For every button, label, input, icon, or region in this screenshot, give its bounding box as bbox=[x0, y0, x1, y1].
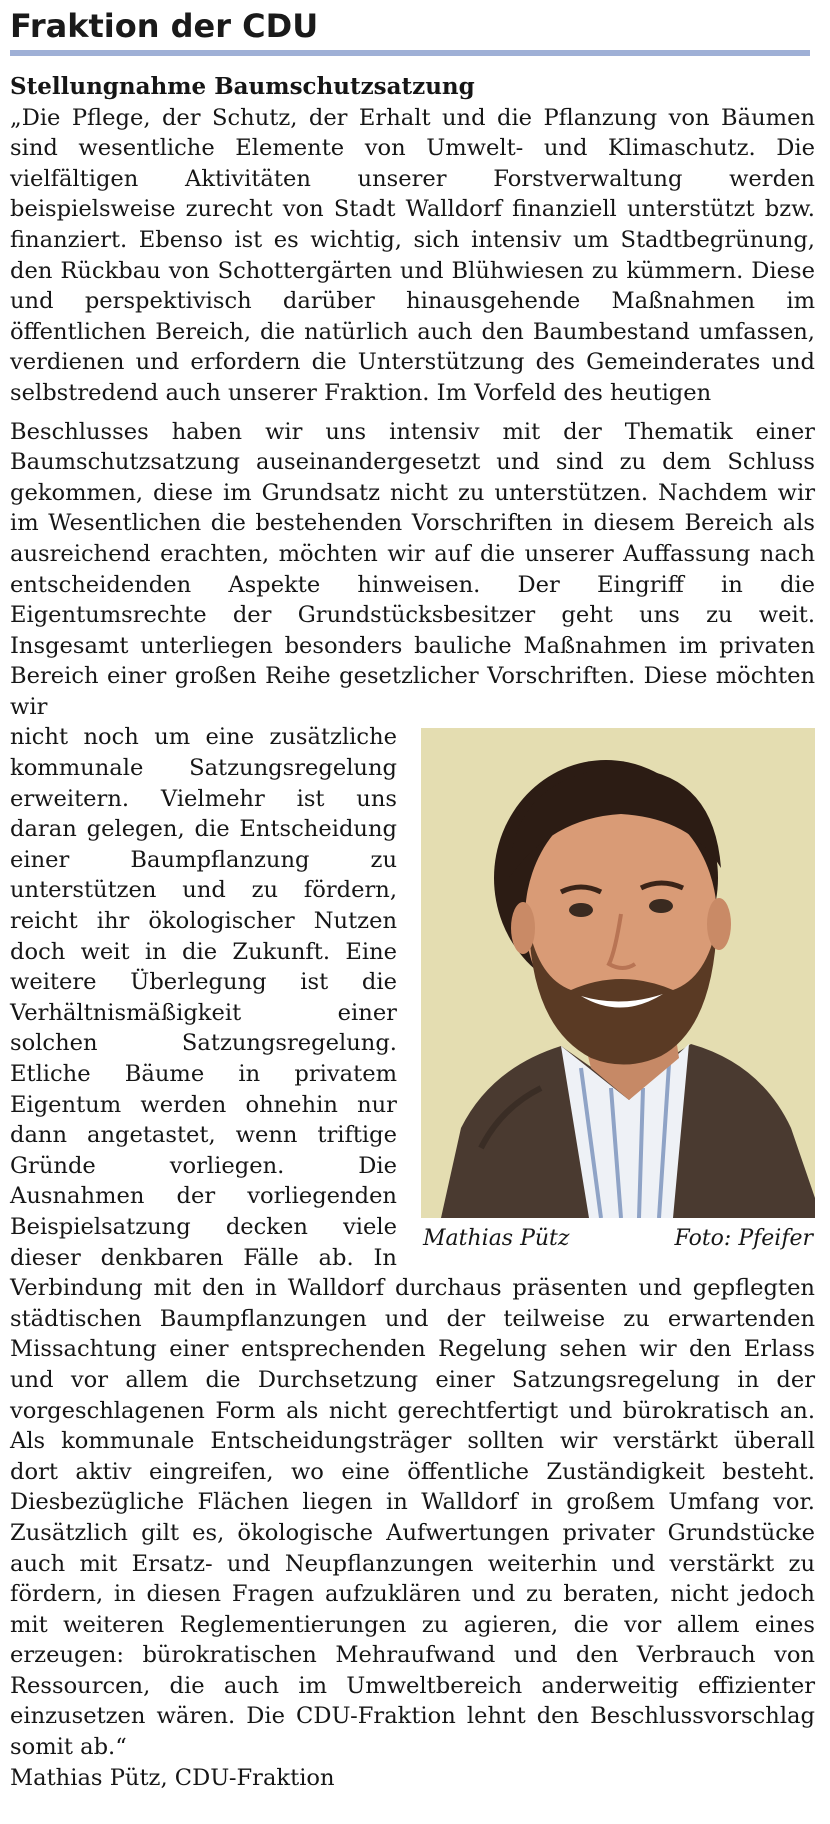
caption-credit: Foto: Pfeifer bbox=[674, 1226, 813, 1252]
portrait-illustration bbox=[421, 728, 815, 1218]
photo-caption bbox=[421, 1224, 815, 1254]
article-paragraph: Beschlusses haben wir uns intensiv mit der Thematik einer Baumschutzsatzung auseinandergesetzt und sind zu dem Schluss gekommen, diese im Grundsatz nicht zu unterstützen. Nachdem wir im Wesentlichen die bestehenden Vorschriften in diesem Bereich als ausreichend erachten, möchten wir auf die unserer Auffassung nach entscheidenden Aspekte hinweisen. Der Eingriff in die Eigentumsrechte der Grundstücksbesitzer geht uns zu weit. Insgesamt unterliegen besonders bauliche Maßnahmen im privaten Bereich einer großen Reihe gesetzlicher Vorschriften. Diese möchten wir bbox=[10, 418, 815, 720]
section-title: Fraktion der CDU bbox=[10, 7, 319, 45]
article-signature: Mathias Pütz, CDU-Fraktion bbox=[10, 1764, 335, 1791]
article-paragraph: nicht noch um eine zusätzliche kommunale Satzungsregelung erweitern. Vielmehr ist uns daran gelegen, die Entscheidung einer Baumpflanzung zu unterstützen und zu fördern, reicht ihr ökologischer Nutzen doch weit in die Zukunft. Eine weitere Überlegung ist die Verhältnismäßigkeit einer solchen Satzungsregelung. Etliche Bäume in privatem Eigentum werden ohnehin nur dann angetastet, wenn triftige Gründe vorliegen. Die Ausnahmen der vorliegenden Beispielsatzung decken viele dieser denkbaren Fälle ab. In Verbindung mit den in Walldorf durchaus präsenten und gepflegten städtischen Baumpflanzungen und der teilweise zu erwartenden Missachtung einer entsprechenden Regelung sehen wir den Erlass und vor allem die Durchsetzung einer Satzungsregelung in der vorgeschlagenen Form als nicht gerechtfertigt und bürokratisch an. Als kommunale Entscheidungsträger sollten wir verstärkt überall dort aktiv eingreifen, wo eine öffentliche Zuständigkeit besteht. Diesbezügliche Flächen liegen in Walldorf in großem Umfang vor. Zusätzlich gilt es, ökologische Aufwertungen privater Grundstücke auch mit Ersatz- und Neupflanzungen weiterhin und verstärkt zu fördern, in diesen Fragen aufzuklären und zu beraten, nicht jedoch mit weiteren Reglementierungen zu agieren, die vor allem eines erzeugen: bürokratischen Mehraufwand und den Verbrauch von Ressourcen, die auch im Umweltbereich anderweitig effizienter einzusetzen wären. Die CDU-Fraktion lehnt den Beschlussvorschlag somit ab.“ bbox=[10, 724, 815, 1761]
photo-figure bbox=[421, 728, 815, 1254]
caption-name: Mathias Pütz bbox=[423, 1226, 570, 1252]
article-headline: Stellungnahme Baumschutzsatzung bbox=[10, 73, 475, 100]
article-paragraph: „Die Pflege, der Schutz, der Erhalt und die Pflanzung von Bäumen sind wesentliche Elemente von Umwelt- und Klimaschutz. Die vielfältigen Aktivitäten unserer Forstverwaltung werden beispielsweise zurecht von Stadt Walldorf finanziell unterstützt bzw. finanziert. Ebenso ist es wichtig, sich intensiv um Stadtbegrünung, den Rückbau von Schottergärten und Blühwiesen zu kümmern. Diese und perspektivisch darüber hinausgehende Maßnahmen im öffentlichen Bereich, die natürlich auch den Baumbestand umfassen, verdienen und erfordern die Unterstützung des Gemeinderates und selbstredend auch unserer Fraktion. Im Vorfeld des heutigen bbox=[10, 104, 815, 406]
title-underline bbox=[10, 50, 810, 56]
portrait-photo bbox=[421, 728, 815, 1218]
article bbox=[10, 72, 815, 1793]
